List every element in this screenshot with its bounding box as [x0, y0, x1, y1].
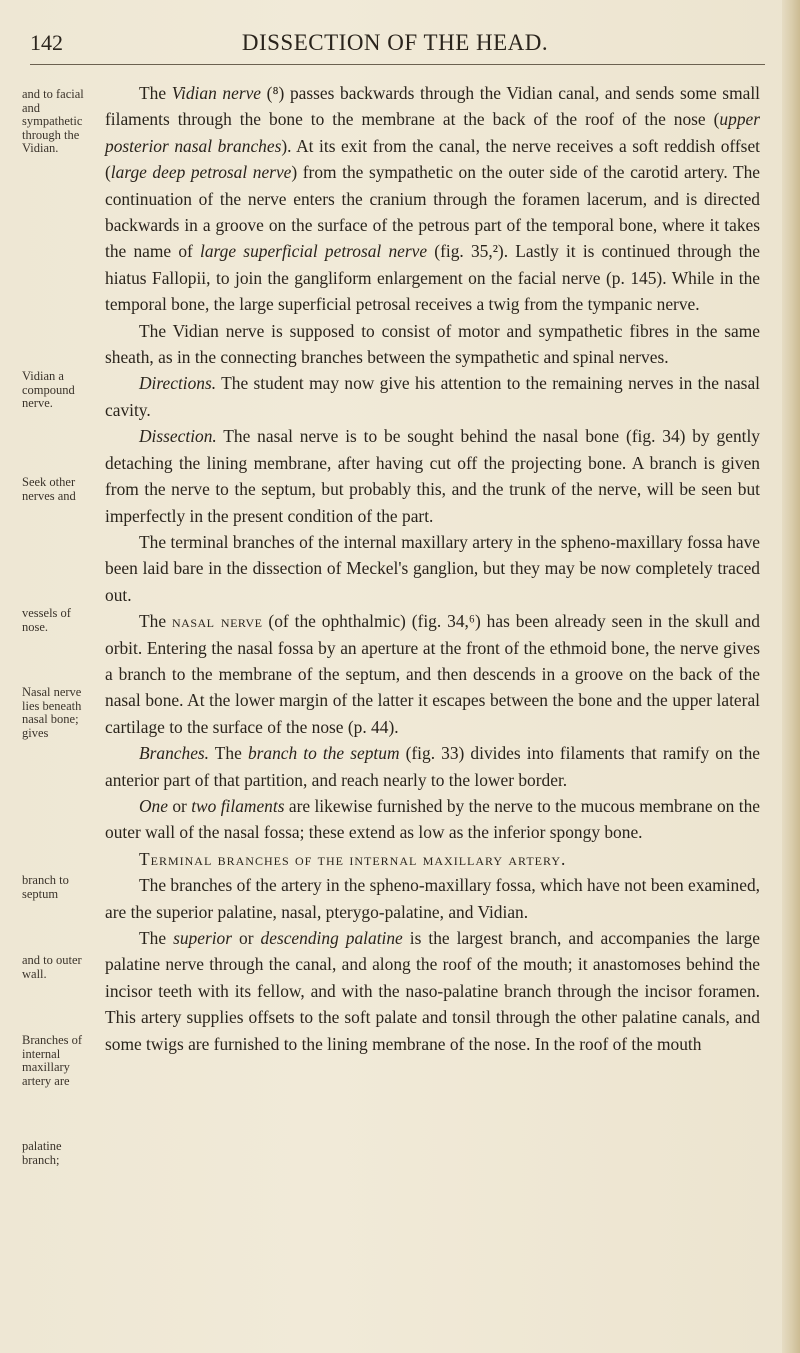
- header-rule: [30, 64, 765, 65]
- running-title: DISSECTION OF THE HEAD.: [241, 30, 549, 55]
- section-heading-artery: Terminal branches of the internal maxillary artery.: [139, 848, 567, 869]
- paragraph-dissection: Dissection. The nasal nerve is to be sought behind the nasal bone (fig. 34) by gently detaching the lining membrane, after having cut off the projecting bone. A branch is given from the nerve to the septum, but probably this, and the trunk of the nerve, will be seen but imperfectly in the present condition of the part.: [105, 426, 760, 526]
- paragraph-compound-nerve: The Vidian nerve is supposed to consist of motor and sympathetic fibres in the same sheath, as in the connecting branches between the sympathetic and spinal nerves.: [105, 320, 760, 368]
- paragraph-nasal-nerve: The nasal nerve (of the ophthalmic) (fig. 34,⁶) has been already seen in the skull and orbit. Entering the nasal fossa by an aperture at the front of the ethmoid bone, the nerve gives a branch to the membrane of the septum, and then descends in a groove on the back of the nasal bone. At the lower margin of the latter it escapes between the bone and the upper lateral cartilage to the surface of the nose (p. 44).: [105, 611, 761, 737]
- body-text: [105, 80, 760, 1057]
- page-header: [30, 22, 760, 62]
- margin-note-palatine: palatine branch;: [22, 1139, 62, 1167]
- paragraph-terminal-branches: The terminal branches of the internal maxillary artery in the spheno-maxillary fossa have been laid bare in the dissection of Meckel's ganglion, but they may be now completely traced out.: [105, 531, 760, 605]
- paragraph-artery-branches: The branches of the artery in the spheno-maxillary fossa, which have not been examined, are the superior palatine, nasal, pterygo-palatine, and Vidian.: [105, 875, 760, 922]
- page-number: 142: [30, 30, 63, 55]
- margin-note-seek-nerves: Seek other nerves and: [22, 475, 76, 503]
- margin-note-vessels: vessels of nose.: [22, 606, 71, 634]
- paragraph-filaments: One or two filaments are likewise furnished by the nerve to the mucous membrane on the outer wall of the nasal fossa; these extend as low as the inferior spongy bone.: [105, 795, 760, 843]
- margin-note-facial: and to facial and sympathetic through the Vidian.: [22, 87, 84, 155]
- paragraph-palatine: The superior or descending palatine is the largest branch, and accompanies the large palatine nerve through the canal, and along the roof of the mouth; it anastomoses behind the incisor teeth with its fellow, and with the naso-palatine branch through the incisor foramen. This artery supplies offsets to the soft palate and tonsil through the other palatine canals, and some twigs are furnished to the lining membrane of the nose. In the roof of the mouth: [105, 928, 761, 1054]
- margin-note-artery-branches: Branches of internal maxillary artery are: [22, 1033, 83, 1088]
- margin-note-vidian-compound: Vidian a compound nerve.: [22, 369, 75, 410]
- paragraph-vidian-nerve: The Vidian nerve (⁸) passes backwards through the Vidian canal, and sends some small filaments through the bone to the membrane at the back of the roof of the nose (upper posterior nasal branches). At its exit from the canal, the nerve receives a soft reddish offset (large deep petrosal nerve) from the sympathetic on the outer side of the carotid artery. The continuation of the nerve enters the cranium through the foramen lacerum, and is directed backwards in a groove on the surface of the petrous part of the temporal bone, where it takes the name of large superficial petrosal nerve (fig. 35,²). Lastly it is continued through the hiatus Fallopii, to join the gangliform enlargement on the facial nerve (p. 145). While in the temporal bone, the large superficial petrosal receives a twig from the tympanic nerve.: [105, 83, 760, 315]
- margin-note-nasal-nerve: Nasal nerve lies beneath nasal bone; gives: [22, 685, 82, 740]
- margin-note-branch-septum: branch to septum: [22, 873, 69, 901]
- paragraph-directions: Directions. The student may now give his attention to the remaining nerves in the nasal cavity.: [105, 373, 760, 420]
- page-edge: [782, 0, 800, 1353]
- margin-note-outer-wall: and to outer wall.: [22, 953, 82, 981]
- paragraph-branches: Branches. The branch to the septum (fig. 33) divides into filaments that ramify on the anterior part of that partition, and reach nearly to the lower border.: [105, 743, 761, 790]
